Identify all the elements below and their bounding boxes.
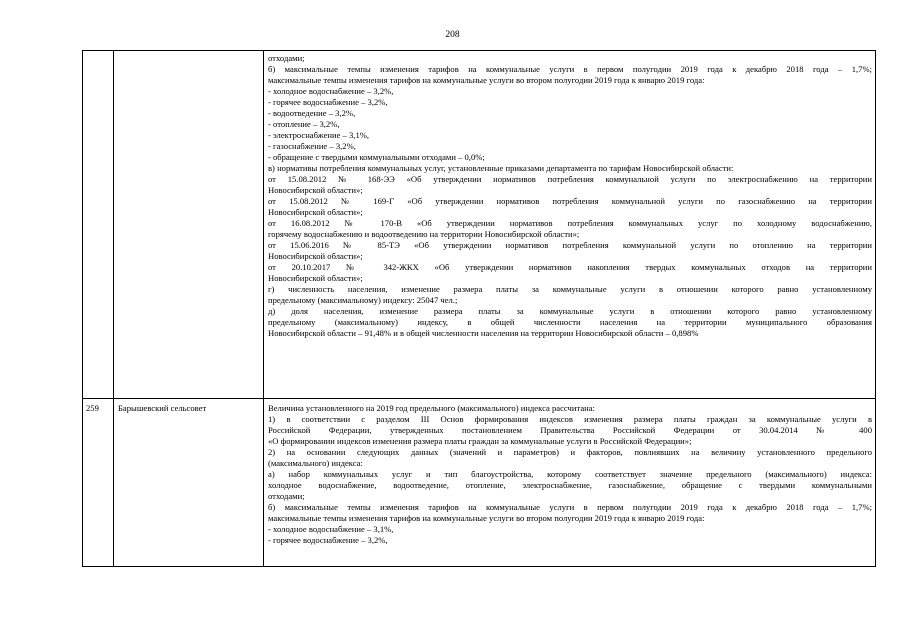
text-line: б) максимальные темпы изменения тарифов на коммунальные услуги в первом полугодии 2019 года к декабрю 2018 года – 1,7%; [268,502,872,512]
text-line: от 20.10.2017 № 342-ЖКХ «Об утверждении нормативов накопления твердых коммунальных отходов на территории [268,262,872,272]
description-cell [264,51,875,398]
text-line: а) набор коммунальных услуг и тип благоустройства, которому соответствует значение предельного (максимального) индекса: [268,469,872,479]
text-line: - электроснабжение – 3,1%, [268,130,370,140]
text-line: - холодное водоснабжение – 3,1%, [268,524,394,534]
text-line: от 16.08.2012 № 170-В «Об утверждении нормативов потребления коммунальных услуг по холодному водоснабжению, [268,218,872,228]
text-line: от 15.08.2012 № 169-Г «Об утверждении нормативов потребления коммунальной услуги по газоснабжению на территории [268,196,872,206]
text-line: отходами; [268,53,305,63]
text-line: Новосибирской области»; [268,273,363,283]
row-number-cell [83,51,114,398]
text-line: максимальные темпы изменения тарифов на коммунальные услуги во втором полугодии 2019 года к январю 2019 года: [268,75,705,85]
text-line: предельному (максимальному) индексу: 25047 чел.; [268,295,458,305]
text-line: Новосибирской области»; [268,185,363,195]
text-line: 1) в соответствии с разделом III Основ формирования индексов изменения размера платы граждан за коммунальные услуги в [268,414,872,424]
table-row [83,398,875,566]
text-line: - холодное водоснабжение – 3,2%, [268,86,394,96]
page-number: 208 [445,30,460,40]
text-line: от 15.08.2012 № 168-ЭЭ «Об утверждении нормативов потребления коммунальной услуги по электроснабжению на территории [268,174,872,184]
table-row [83,51,875,398]
text-line: - отопление – 3,2%, [268,119,340,129]
row-number-cell: 259 [83,399,114,566]
text-line: Новосибирской области – 91,48% и в общей численности населения на территории Новосибирской области – 0,898% [268,328,699,338]
text-line: «О формировании индексов изменения размера платы граждан за коммунальные услуги в Российской Федерации»; [268,436,692,446]
text-line: 2) на основании следующих данных (значений и параметров) и факторов, повлиявших на величину установленного предельного [268,447,872,457]
text-line: Новосибирской области»; [268,207,363,217]
text-line: (максимального) индекса: [268,458,363,468]
text-line: - водоотведение – 3,2%, [268,108,356,118]
text-line: в) нормативы потребления коммунальных услуг, установленные приказами департамента по тарифам Новосибирской области: [268,163,734,173]
text-line: предельному (максимальному) индексу, в общей численности населения на территории муниципального образования [268,317,872,327]
text-line: - горячее водоснабжение – 3,2%, [268,97,388,107]
text-line: - обращение с твердыми коммунальными отходами – 0,0%; [268,152,485,162]
description-cell [264,399,875,566]
text-line: Величина установленного на 2019 год предельного (максимального) индекса рассчитана: [268,403,595,413]
text-line: от 15.06.2016 № 85-ТЭ «Об утверждении нормативов потребления коммунальной услуги по отоплению на территории [268,240,872,250]
text-line: б) максимальные темпы изменения тарифов на коммунальные услуги в первом полугодии 2019 года к декабрю 2018 года – 1,7%; [268,64,872,74]
text-line: - горячее водоснабжение – 3,2%, [268,535,388,545]
text-line: холодное водоснабжение, водоотведение, отопление, электроснабжение, газоснабжение, обращение с твердыми коммунальными [268,480,872,490]
municipality-name-cell [114,51,264,398]
text-line: Новосибирской области»; [268,251,363,261]
text-line: отходами; [268,491,305,501]
municipality-name-cell: Барышевский сельсовет [114,399,264,566]
text-line: д) доля населения, изменение размера платы за коммунальные услуги в отношении которого равно установленному [268,306,872,316]
text-line: горячему водоснабжению и водоотведению на территории Новосибирской области»; [268,229,580,239]
text-line: - газоснабжение – 3,2%, [268,141,356,151]
text-line: максимальные темпы изменения тарифов на коммунальные услуги во втором полугодии 2019 года к январю 2019 года: [268,513,705,523]
text-line: Российской Федерации, утвержденных постановлением Правительства Российской Федерации от 30.04.2014 № 400 [268,425,872,435]
data-table [82,50,876,567]
text-line: г) численность населения, изменение размера платы за коммунальные услуги в отношении которого равно установленному [268,284,872,294]
